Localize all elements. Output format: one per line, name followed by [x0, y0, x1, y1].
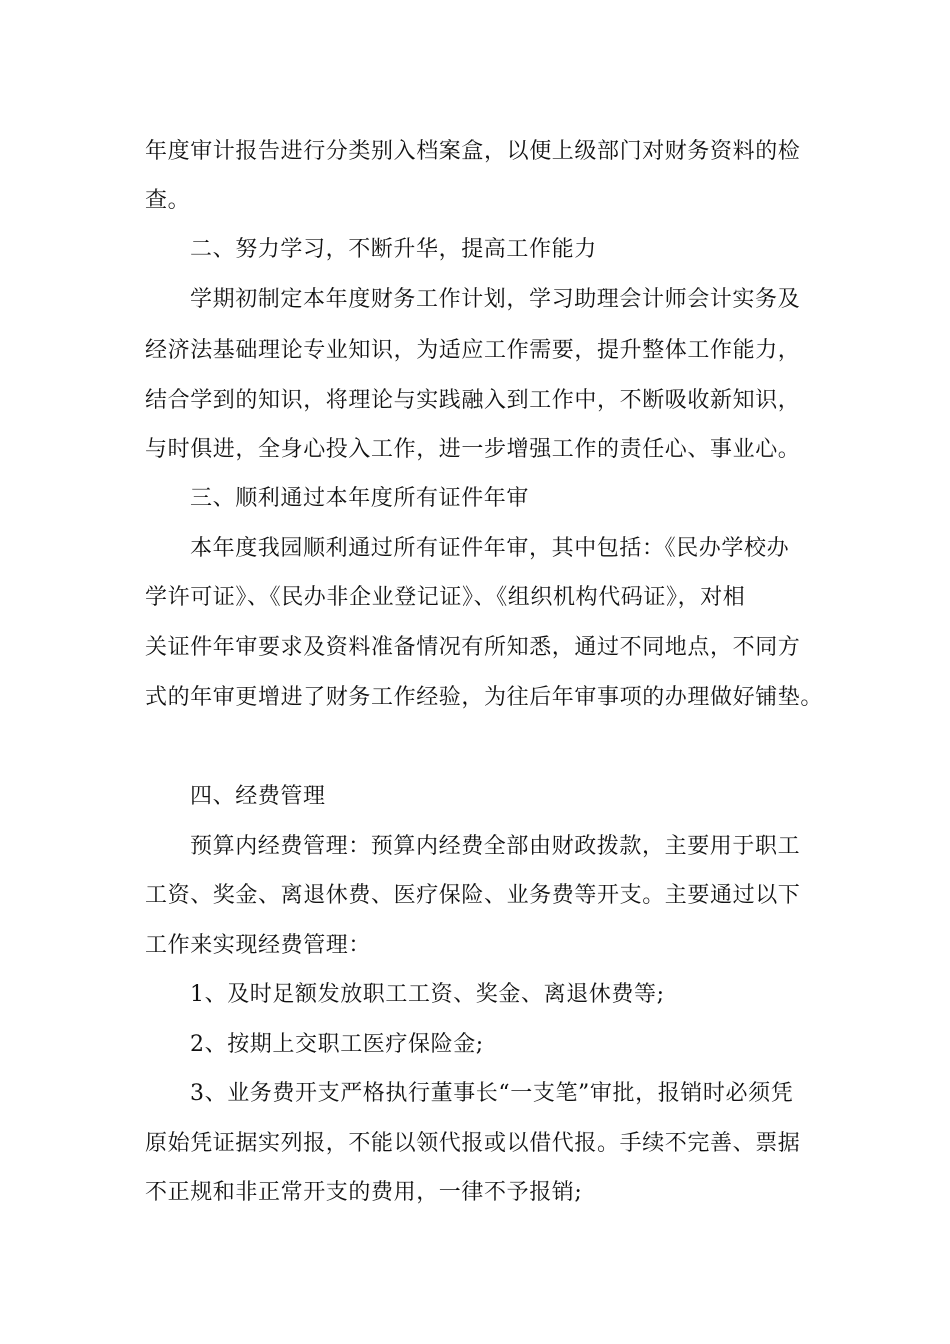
- paragraph-line: 工作来实现经费管理：: [145, 933, 372, 958]
- paragraph-line: 工资、奖金、离退休费、医疗保险、业务费等开支。主要通过以下: [145, 883, 801, 908]
- paragraph-line: 与时俱进，全身心投入工作，进一步增强工作的责任心、事业心。: [145, 437, 801, 462]
- paragraph-line: 不正规和非正常开支的费用，一律不予报销;: [145, 1180, 583, 1205]
- paragraph-line: 学期初制定本年度财务工作计划，学习助理会计师会计实务及: [190, 287, 801, 312]
- paragraph-line: 查。: [145, 188, 191, 213]
- section-heading-4: 四、经费管理: [190, 784, 326, 809]
- list-item: 1、及时足额发放职工工资、奖金、离退休费等;: [190, 982, 665, 1007]
- paragraph-line: 年度审计报告进行分类别入档案盒，以便上级部门对财务资料的检: [145, 139, 801, 164]
- paragraph-line: 原始凭证据实列报，不能以领代报或以借代报。手续不完善、票据: [145, 1131, 801, 1156]
- list-item: 3、业务费开支严格执行董事长“一支笔”审批，报销时必须凭: [190, 1081, 794, 1106]
- paragraph-line: 式的年审更增进了财务工作经验，为往后年审事项的办理做好铺垫。: [145, 685, 824, 710]
- paragraph-line: 学许可证》、《民办非企业登记证》、《组织机构代码证》，对相: [145, 585, 746, 610]
- section-heading-2: 二、努力学习，不断升华，提高工作能力: [190, 237, 597, 262]
- section-heading-3: 三、顺利通过本年度所有证件年审: [190, 486, 530, 511]
- paragraph-line: 本年度我园顺利通过所有证件年审，其中包括：《民办学校办: [190, 536, 790, 561]
- paragraph-line: 关证件年审要求及资料准备情况有所知悉，通过不同地点，不同方: [145, 635, 801, 660]
- list-item: 2、按期上交职工医疗保险金;: [190, 1032, 484, 1057]
- paragraph-line: 结合学到的知识，将理论与实践融入到工作中，不断吸收新知识，: [145, 388, 801, 413]
- paragraph-line: 经济法基础理论专业知识，为适应工作需要，提升整体工作能力，: [145, 338, 801, 363]
- paragraph-line: 预算内经费管理：预算内经费全部由财政拨款，主要用于职工: [190, 834, 801, 859]
